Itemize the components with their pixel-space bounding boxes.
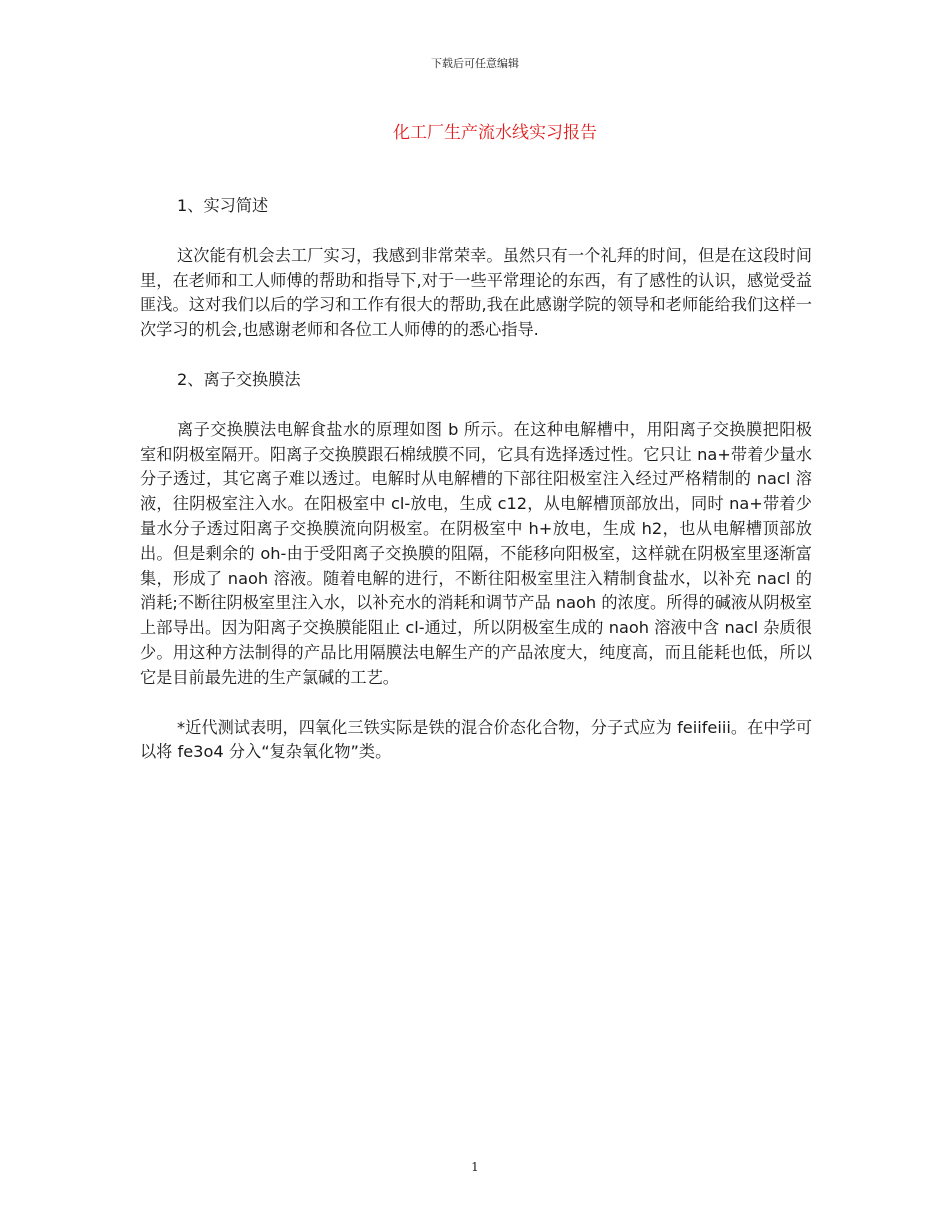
section-heading: 2、离子交换膜法 (177, 369, 301, 389)
header-note: 下载后可任意编辑 (431, 57, 519, 70)
paragraph: 离子交换膜法电解食盐水的原理如图 b 所示。在这种电解槽中，用阳离子交换膜把阳极室和阴极室隔开。阳离子交换膜跟石棉绒膜不同，它具有选择透过性。它只让 na+带着少量水分子透过，其它离子难以透过。电解时从电解槽的下部往阳极室注入经过严格精制的 nacl 溶液，往阴极室注入水。在阳极室中 cl-放电，生成 c12，从电解槽顶部放出，同时 na+带着少量水分子透过阳离子交换膜流向阴极室。在阴极室中 h+放电，生成 h2，也从电解槽顶部放出。但是剩余的 oh-由于受阳离子交换膜的阻隔，不能移向阳极室，这样就在阴极室里逐渐富集，形成了 naoh 溶液。随着电解的进行，不断往阳极室里注入精制食盐水，以补充 nacl 的消耗;不断往阴极室里注入水，以补充水的消耗和调节产品 naoh 的浓度。所得的碱液从阴极室上部导出。因为阳离子交换膜能阻止 cl-通过，所以阴极室生成的 naoh 溶液中含 nacl 杂质很少。用这种方法制得的产品比用隔膜法电解生产的产品浓度大，纯度高，而且能耗也低，所以它是目前最先进的生产氯碱的工艺。 (140, 419, 812, 687)
document-title: 化工厂生产流水线实习报告 (393, 123, 597, 143)
document-body (140, 194, 812, 765)
paragraph: 这次能有机会去工厂实习，我感到非常荣幸。虽然只有一个礼拜的时间，但是在这段时间里，在老师和工人师傅的帮助和指导下,对于一些平常理论的东西，有了感性的认识，感觉受益匪浅。这对我们以后的学习和工作有很大的帮助,我在此感谢学院的领导和老师能给我们这样一次学习的机会,也感谢老师和各位工人师傅的的悉心指导. (140, 245, 812, 340)
page-number: 1 (471, 1160, 479, 1174)
section-heading: 1、实习简述 (177, 196, 269, 215)
paragraph: *近代测试表明，四氧化三铁实际是铁的混合价态化合物，分子式应为 feiifeiii。在中学可以将 fe3o4 分入“复杂氧化物”类。 (140, 717, 812, 762)
